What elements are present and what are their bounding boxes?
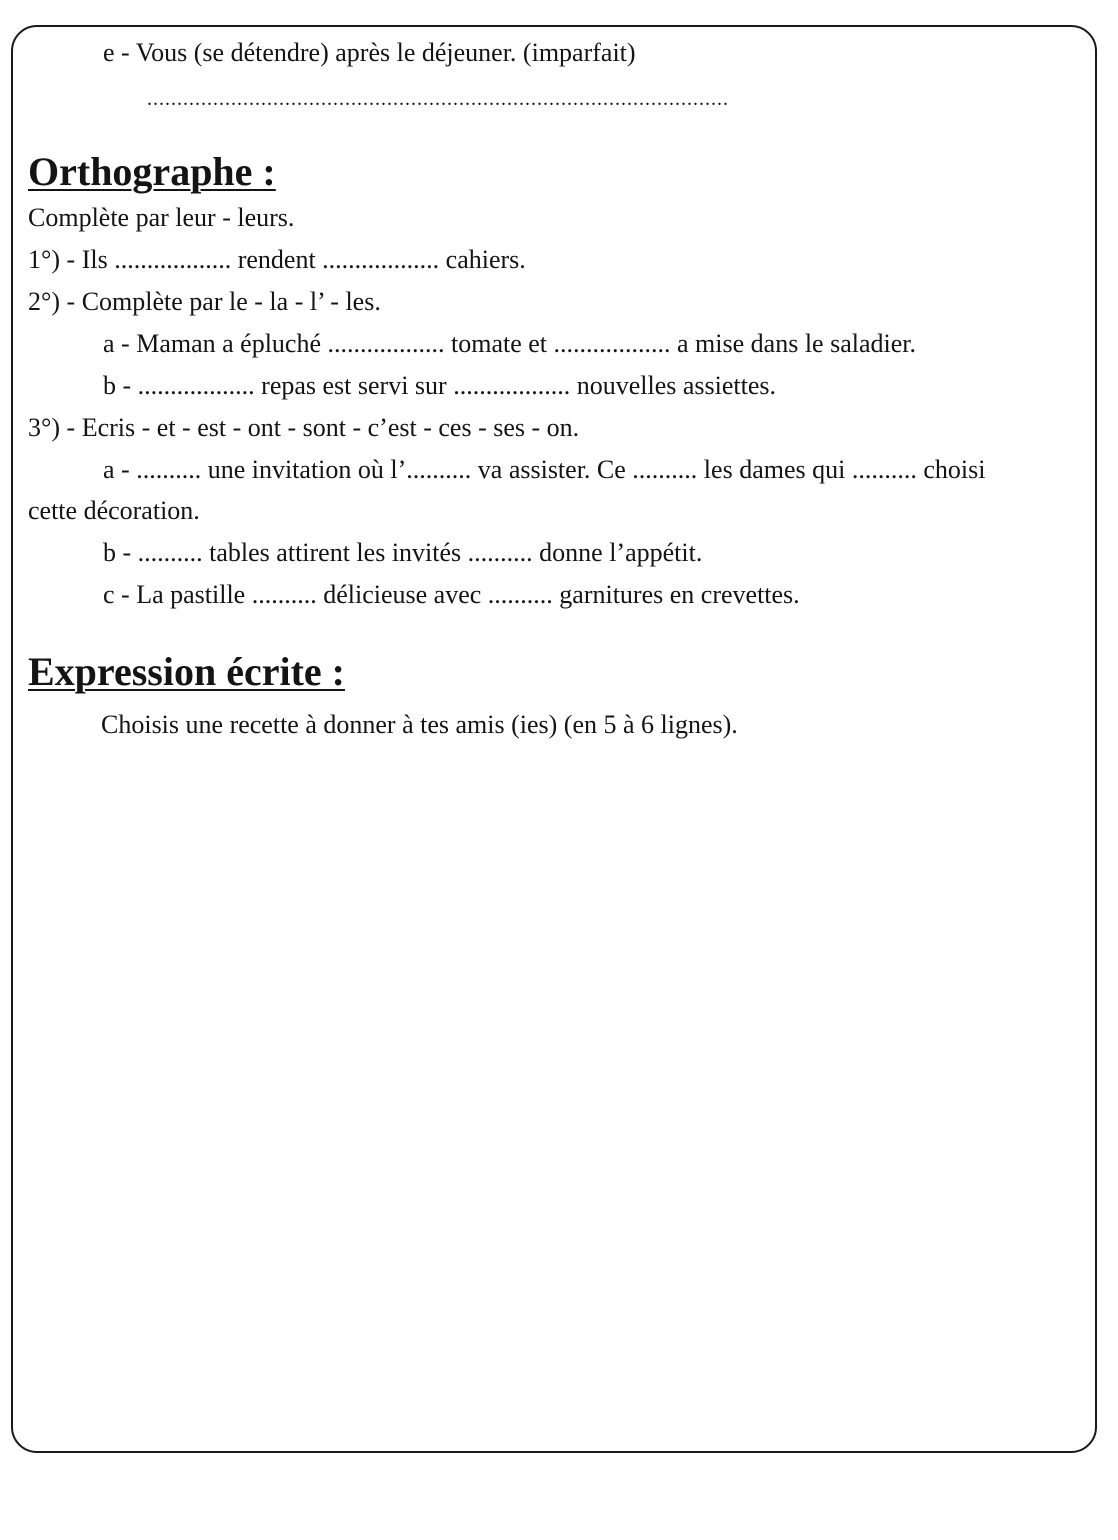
question-3-item-b: b - .......... tables attirent les invités .......... donne l’appétit. <box>103 538 703 567</box>
orthographe-instruction: Complète par leur - leurs. <box>28 203 295 232</box>
question-2-item-b: b - .................. repas est servi sur .................. nouvelles assiettes. <box>103 371 777 400</box>
orthographe-heading: Orthographe : <box>28 149 276 194</box>
question-3-item-c: c - La pastille .......... délicieuse avec .......... garnitures en crevettes. <box>103 580 800 609</box>
question-2-title: 2°) - Complète par le - la - l’ - les. <box>28 287 381 316</box>
question-3-item-a-line-1: a - .......... une invitation où l’.......... va assister. Ce .......... les dames qui .......... choisi <box>103 455 986 484</box>
question-2-item-a: a - Maman a épluché .................. tomate et .................. a mise dans le saladier. <box>103 329 916 358</box>
question-1: 1°) - Ils .................. rendent .................. cahiers. <box>28 245 526 274</box>
question-3-title: 3°) - Ecris - et - est - ont - sont - c’est - ces - ses - on. <box>28 413 580 442</box>
exercise-item-e: e - Vous (se détendre) après le déjeuner. (imparfait) <box>103 38 636 67</box>
expression-heading: Expression écrite : <box>28 649 345 694</box>
answer-line-e: ................................................................................................. <box>147 88 729 110</box>
question-3-item-a-line-2: cette décoration. <box>28 496 200 525</box>
expression-prompt: Choisis une recette à donner à tes amis (ies) (en 5 à 6 lignes). <box>101 710 738 739</box>
